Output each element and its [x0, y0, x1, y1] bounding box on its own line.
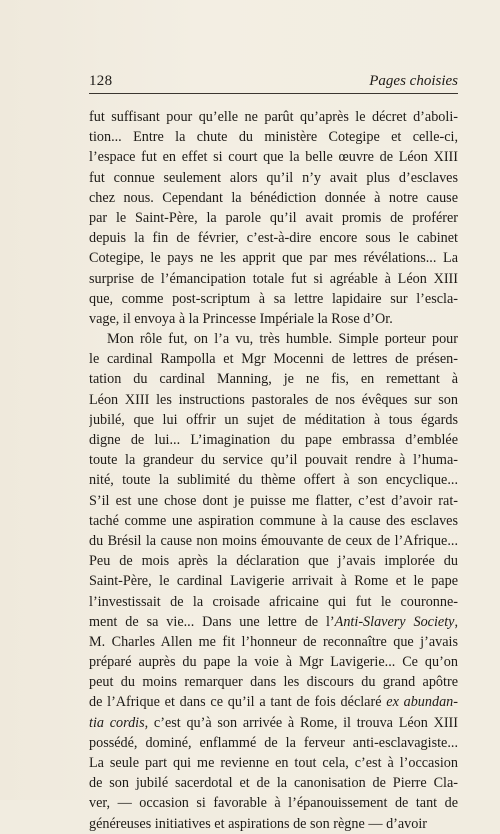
text-line — [89, 773, 458, 793]
running-title: Pages choisies — [369, 73, 458, 89]
text-run: Mon rôle fut, on l’a vu, très humble. Simple porteur pour — [107, 331, 458, 348]
text-run: l’investissait de la croisade africaine qui fut le couronne- — [89, 593, 458, 610]
italic-text: Anti-Slavery Society — [334, 613, 455, 630]
text-line — [89, 511, 458, 531]
text-run: généreuses initiatives et aspirations de son règne — d’avoir — [89, 815, 428, 832]
italic-text: tia cordis — [89, 714, 145, 731]
text-line — [89, 168, 458, 188]
text-run: fut connue seulement alors qu’il n’y avait plus d’esclaves — [89, 169, 458, 186]
text-line — [89, 410, 458, 430]
text-line — [89, 753, 458, 773]
text-run: possédé, dominé, enflammé de la ferveur anti-esclavagiste... — [89, 734, 458, 751]
italic-text: ex abundan- — [386, 694, 458, 711]
text-run: , c’est qu’à son arrivée à Rome, il trouva Léon XIII — [144, 714, 458, 731]
text-line — [89, 329, 458, 349]
text-run: La seule part qui me revienne en tout cela, c’est à l’occasion — [89, 755, 458, 771]
text-run: Saint-Père, le cardinal Lavigerie arrivait à Rome et le pape — [89, 573, 458, 590]
text-run: surprise de l’émancipation totale fut si agréable à Léon XIII — [89, 270, 458, 287]
text-run: tation du cardinal Manning, je ne fis, en remettant à — [89, 371, 458, 388]
text-run: par le Saint-Père, la parole qu’il avait promis de proférer — [89, 209, 458, 226]
text-run: fut suffisant pour qu’elle ne parût qu’après le décret d’aboli- — [89, 109, 458, 125]
text-line — [89, 470, 458, 490]
text-line — [89, 107, 458, 127]
text-run: ment de sa vie... Dans une lettre de l’ — [89, 613, 335, 630]
body-text — [89, 107, 458, 834]
header-rule — [89, 93, 458, 94]
text-run: du Brésil la cause non moins émouvante de ceux de l’Afrique... — [89, 532, 458, 549]
text-line — [89, 208, 458, 228]
text-line — [89, 652, 458, 672]
text-line — [89, 390, 458, 410]
text-line — [89, 289, 458, 309]
text-line — [89, 309, 458, 329]
text-run: jubilé, que lui offrir un sujet de méditation à tous égards — [89, 411, 458, 428]
text-run: de l’Afrique et dans ce qu’il a tant de fois déclaré — [89, 694, 387, 711]
page-number: 128 — [89, 73, 113, 89]
text-run: que, comme post-scriptum à sa lettre lapidaire sur l’escla- — [89, 290, 458, 307]
text-line — [89, 369, 458, 389]
text-line — [89, 632, 458, 652]
text-line — [89, 692, 458, 712]
text-line — [89, 571, 458, 591]
text-line — [89, 450, 458, 470]
text-run: toute la grandeur du service qu’il pouvait rendre à l’huma- — [89, 452, 458, 469]
page-header — [89, 73, 458, 95]
text-run: S’il est une chose dont je puisse me flatter, c’est d’avoir rat- — [89, 492, 458, 509]
text-line — [89, 147, 458, 167]
text-line — [89, 430, 458, 450]
text-run: préparé auprès du pape la voie à Mgr Lavigerie... Ce qu’on — [89, 654, 458, 671]
text-line — [89, 551, 458, 571]
text-line — [89, 672, 458, 692]
text-run: chez nous. Cependant la bénédiction donnée à notre cause — [89, 189, 458, 206]
text-line — [89, 814, 458, 834]
text-run: Peu de mois après la déclaration que j’avais implorée du — [89, 553, 458, 570]
text-run: ver, — occasion si favorable à l’épanouissement de tant de — [89, 795, 458, 812]
text-run: M. Charles Allen me fit l’honneur de reconnaître que j’avais — [89, 633, 458, 650]
text-run: vage, il envoya à la Princesse Impériale la Rose d’Or. — [89, 310, 393, 327]
text-run: Léon XIII les instructions pastorales de nos évêques sur son — [89, 391, 458, 408]
text-line — [89, 248, 458, 268]
text-line — [89, 228, 458, 248]
text-line — [89, 188, 458, 208]
text-run: digne de lui... L’imagination du pape embrassa d’emblée — [89, 432, 458, 448]
text-line — [89, 612, 458, 632]
text-run: de son jubilé sacerdotal et de la canonisation de Pierre Cla- — [89, 775, 458, 792]
text-run: peut du moins remarquer dans les discours du grand apôtre — [89, 674, 458, 691]
text-run: tion... Entre la chute du ministère Cotegipe et celle-ci, — [89, 129, 458, 146]
text-line — [89, 713, 458, 733]
text-run: taché comme une aspiration commune à la cause des esclaves — [89, 512, 458, 529]
text-run: , — [454, 613, 458, 630]
text-line — [89, 531, 458, 551]
text-run: le cardinal Rampolla et Mgr Mocenni de lettres de présen- — [89, 351, 458, 368]
text-run: nité, toute la sublimité du thème offert à son encyclique... — [89, 472, 458, 489]
text-line — [89, 269, 458, 289]
text-run: Cotegipe, le pays ne les apprit que par mes révélations... La — [89, 250, 458, 267]
text-line — [89, 793, 458, 813]
text-run: l’espace fut en effet si court que la belle œuvre de Léon XIII — [89, 149, 458, 166]
text-line — [89, 349, 458, 369]
text-line — [89, 733, 458, 753]
text-line — [89, 592, 458, 612]
text-line — [89, 491, 458, 511]
text-run: depuis la fin de février, c’est-à-dire encore sous le cabinet — [89, 230, 458, 247]
text-line — [89, 127, 458, 147]
